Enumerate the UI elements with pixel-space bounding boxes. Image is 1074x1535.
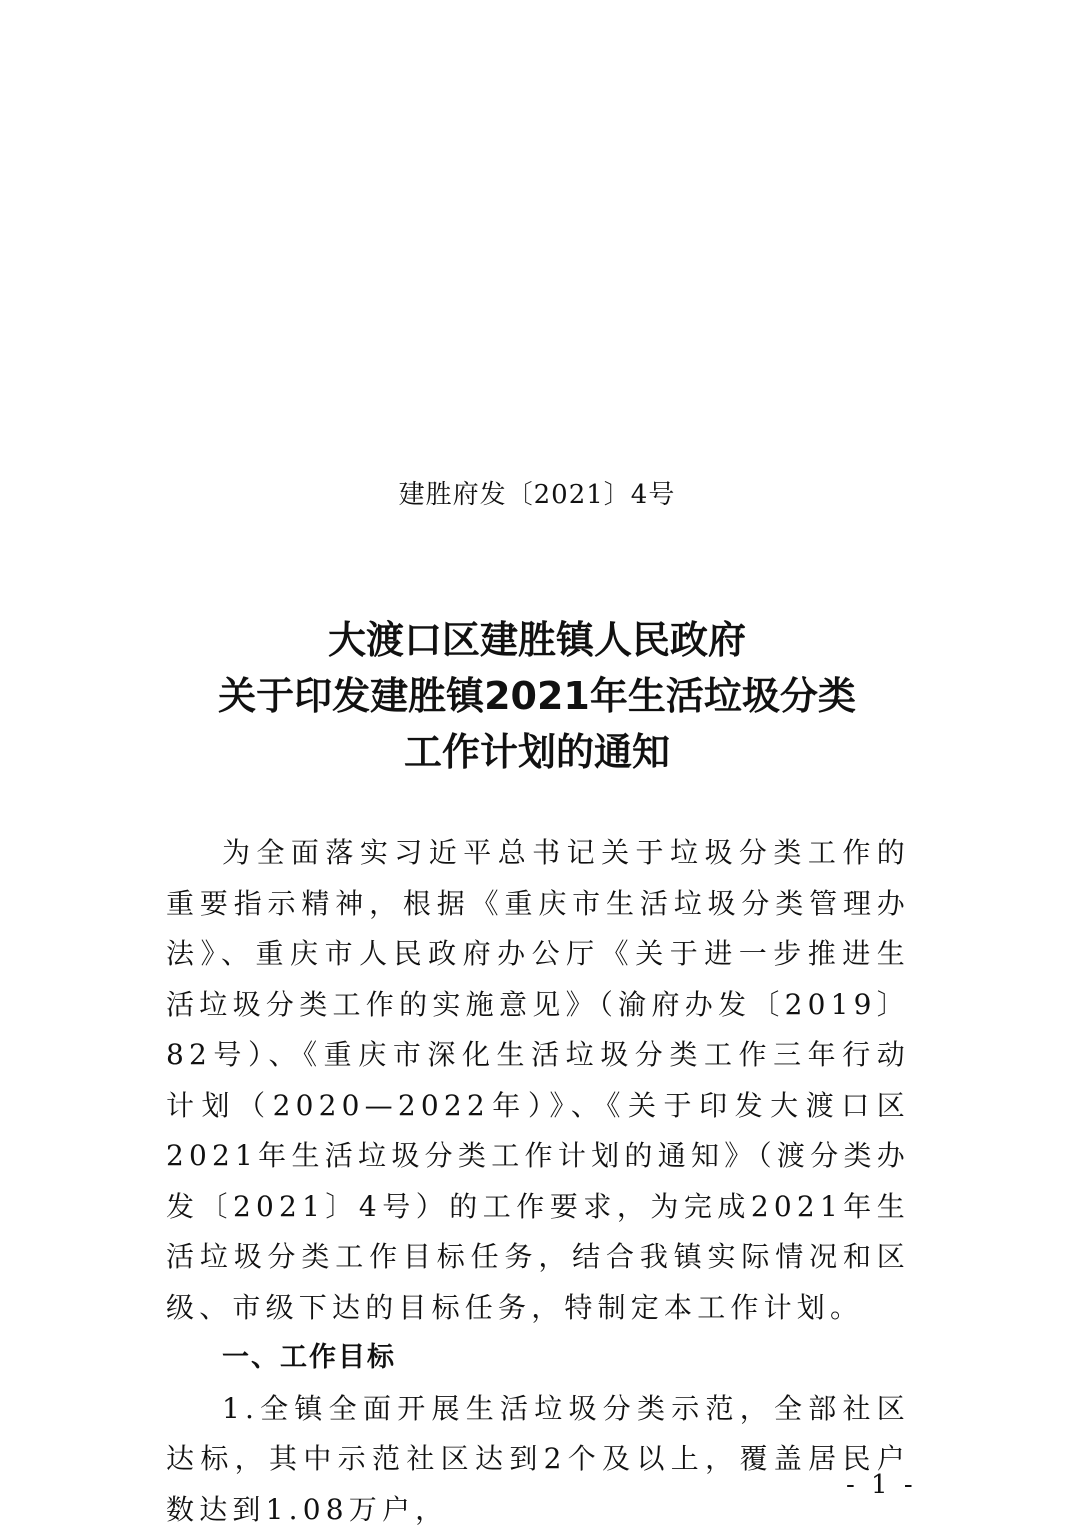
title-line-2: 关于印发建胜镇2021年生活垃圾分类 [0, 668, 1074, 724]
title-line-3: 工作计划的通知 [0, 724, 1074, 780]
intro-paragraph: 为全面落实习近平总书记关于垃圾分类工作的重要指示精神，根据《重庆市生活垃圾分类管理办法》、重庆市人民政府办公厅《关于进一步推进生活垃圾分类工作的实施意见》（渝府办发〔2019〕82号）、《重庆市深化生活垃圾分类工作三年行动计划（2020—2022年）》、《关于印发大渡口区2021年生活垃圾分类工作计划的通知》（渡分类办发〔2021〕4号）的工作要求，为完成2021年生活垃圾分类工作目标任务，结合我镇实际情况和区级、市级下达的目标任务，特制定本工作计划。 [166, 828, 910, 1333]
document-title [0, 612, 1074, 780]
section-heading: 一、工作目标 [166, 1333, 910, 1384]
page-number: - 1 - [846, 1470, 917, 1500]
document-number: 建胜府发〔2021〕4号 [0, 474, 1074, 511]
document-body [166, 828, 910, 1535]
goal-item-1: 1.全镇全面开展生活垃圾分类示范，全部社区达标，其中示范社区达到2个及以上，覆盖居民户数达到1.08万户， [166, 1384, 910, 1535]
title-line-1: 大渡口区建胜镇人民政府 [0, 612, 1074, 668]
